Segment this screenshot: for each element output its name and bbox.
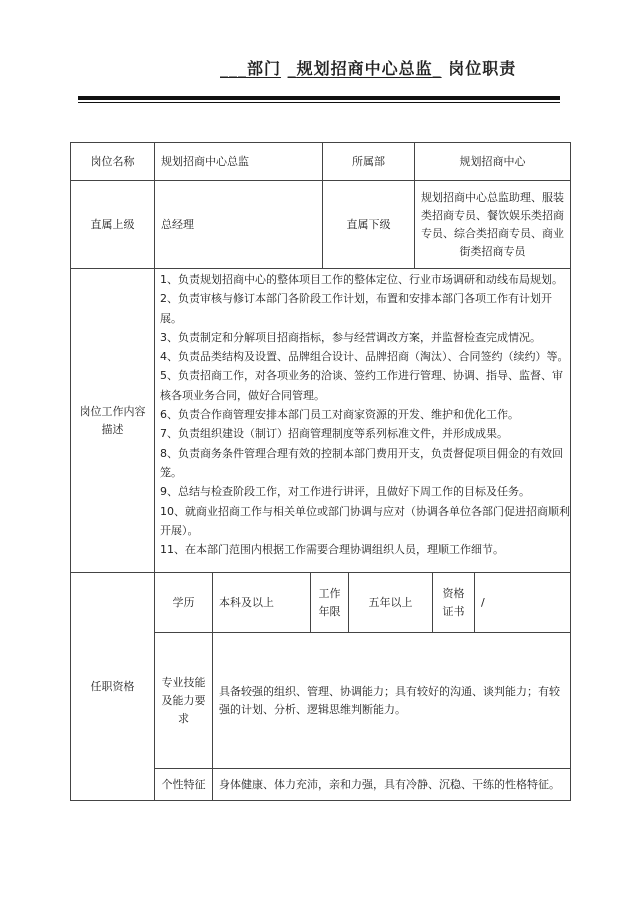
duty-item: 1、负责规划招商中心的整体项目工作的整体定位、行业市场调研和动线布局规划。: [160, 273, 563, 286]
department-value: 规划招商中心: [459, 154, 526, 168]
position-name-value: 规划招商中心总监: [161, 154, 249, 168]
direct-superior-value: 总经理: [161, 217, 194, 231]
page-title: [220, 56, 516, 80]
title-doc-type: 岗位职责: [448, 59, 517, 78]
title-rule-thin: [78, 102, 560, 103]
duty-item: 8、负责商务条件管理合理有效的控制本部门费用开支，负责督促项目佣金的有效回笼。: [160, 446, 563, 479]
title-position: _规划招商中心总监_: [287, 59, 442, 78]
work-years-label: 工作年限: [318, 586, 341, 618]
work-years-value: 五年以上: [368, 595, 413, 609]
direct-superior-label: 直属上级: [90, 217, 135, 231]
duty-item: 5、负责招商工作，对各项业务的洽谈、签约工作进行管理、协调、指导、监督、审核各项业务合同，做好合同管理。: [160, 369, 563, 402]
certificate-value: /: [481, 595, 485, 609]
direct-subordinate-label: 直属下级: [346, 217, 391, 231]
duty-item: 6、负责合作商管理安排本部门员工对商家资源的开发、维护和优化工作。: [160, 408, 519, 422]
qualification-label: 任职资格: [90, 679, 135, 693]
duty-item: 3、负责制定和分解项目招商指标，参与经营调改方案，并监督检查完成情况。: [160, 330, 541, 344]
personality-value: 身体健康、体力充沛，亲和力强，具有冷静、沉稳、干练的性格特征。: [219, 777, 560, 791]
department-label: 所属部: [352, 154, 385, 168]
skill-label: 专业技能及能力要求: [161, 675, 206, 725]
direct-subordinate-value: 规划招商中心总监助理、服装类招商专员、餐饮娱乐类招商专员、综合类招商专员、商业街类招商专员: [421, 190, 564, 258]
duty-item: 10、就商业招商工作与相关单位或部门协调与应对（协调各单位各部门促进招商顺利开展）。: [160, 504, 570, 537]
duty-item: 4、负责品类结构及设置、品牌组合设计、品牌招商（淘汰）、合同签约（续约）等。: [160, 350, 569, 364]
education-label: 学历: [172, 595, 195, 609]
position-name-label: 岗位名称: [90, 154, 135, 168]
duty-item: 2、负责审核与修订本部门各阶段工作计划，布置和安排本部门各项工作有计划开展。: [160, 292, 552, 325]
personality-label: 个性特征: [161, 777, 206, 791]
duty-item: 9、总结与检查阶段工作，对工作进行讲评，且做好下周工作的目标及任务。: [160, 485, 530, 499]
title-dept: ___部门: [220, 59, 282, 78]
title-rule-thick: [78, 96, 560, 100]
education-value: 本科及以上: [219, 595, 274, 609]
duty-item: 7、负责组织建设（制订）招商管理制度等系列标准文件，并形成成果。: [160, 427, 508, 441]
skill-value: 具备较强的组织、管理、协调能力；具有较好的沟通、谈判能力；有较强的计划、分析、逻辑思维判断能力。: [219, 684, 560, 716]
duties-label: 岗位工作内容描述: [79, 404, 146, 436]
duty-item: 11、在本部门范围内根据工作需要合理协调组织人员，理顺工作细节。: [160, 543, 504, 557]
duties-list: [160, 270, 570, 559]
certificate-label: 资格证书: [442, 586, 465, 618]
